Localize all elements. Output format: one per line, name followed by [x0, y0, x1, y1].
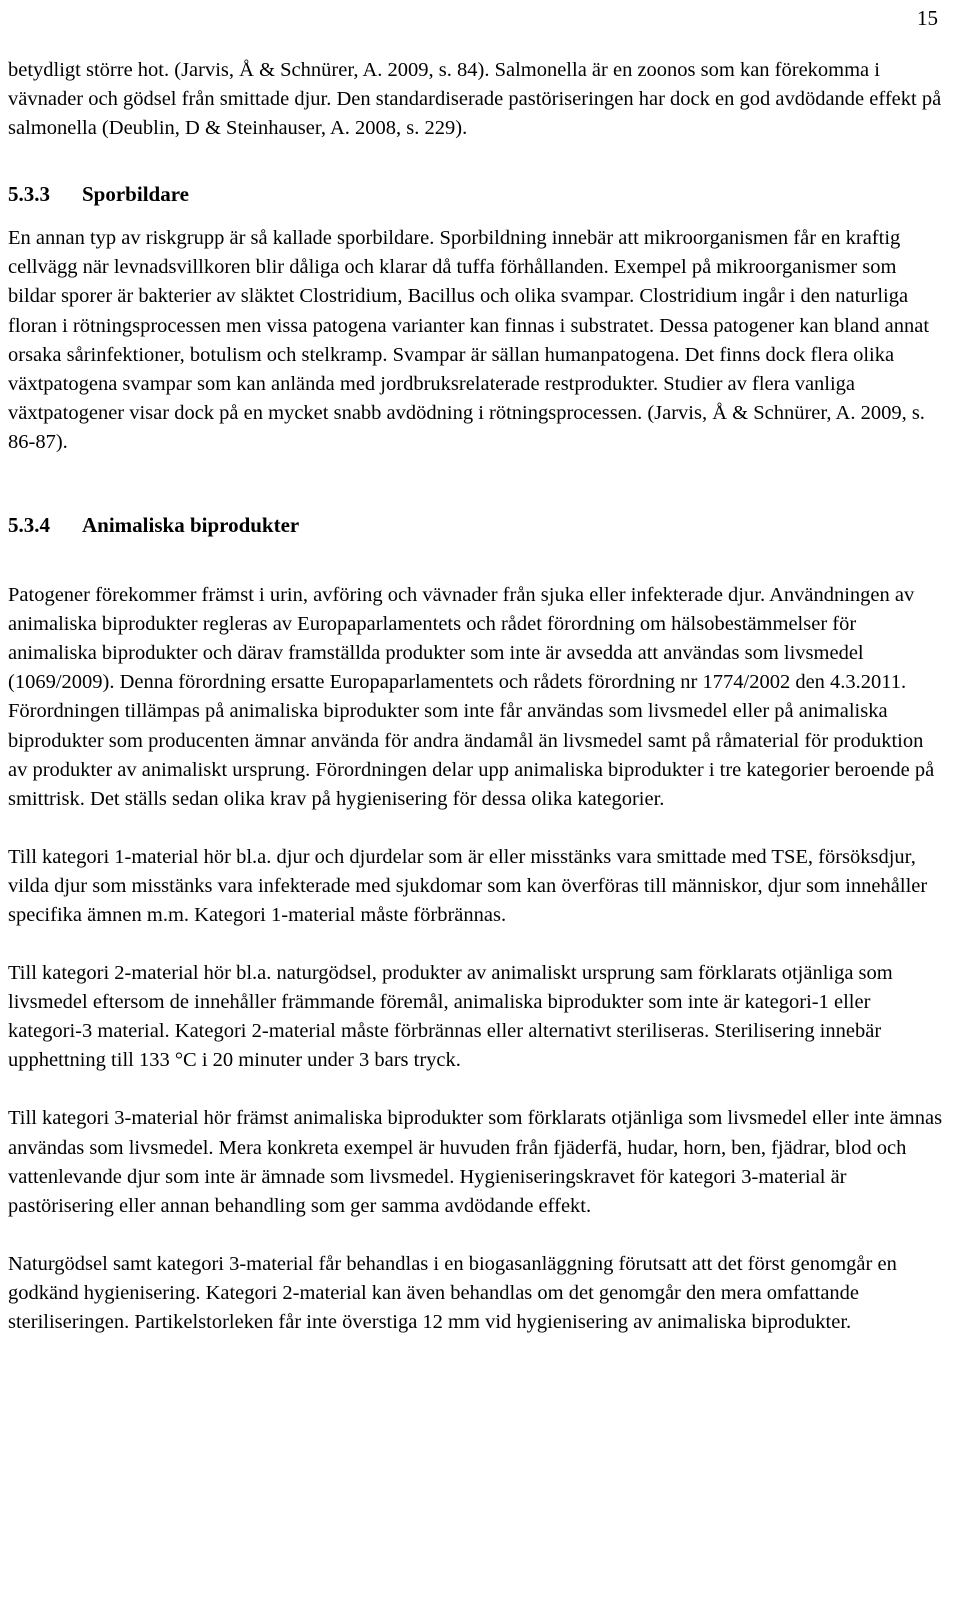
section-title: Sporbildare: [82, 182, 189, 207]
section-number: 5.3.4: [8, 513, 50, 538]
page-number: 15: [917, 6, 938, 30]
section-title: Animaliska biprodukter: [82, 513, 300, 538]
document-body: [8, 56, 946, 1337]
section-number: 5.3.3: [8, 182, 50, 207]
paragraph-intro: betydligt större hot. (Jarvis, Å & Schnürer, A. 2009, s. 84). Salmonella är en zoonos som kan förekomma i vävnader och gödsel från smittade djur. Den standardiserade pastöriseringen har dock en god avdödande effekt på salmonella (Deublin, D & Steinhauser, A. 2008, s. 229).: [8, 59, 942, 140]
section-heading-animaliska: [8, 511, 946, 540]
section-heading-sporbildare: [8, 180, 946, 209]
paragraph-kategori-3: Till kategori 3-material hör främst animaliska biprodukter som förklarats otjänliga som livsmedel eller inte ämnas användas som livsmedel. Mera konkreta exempel är huvuden från fjäderfä, hudar, horn, ben, fjädrar, blod och vattenlevande djur som inte är ämnade som livsmedel. Hygieniseringskravet för kategori 3-material är pastörisering eller annan behandling som ger samma avdödande effekt.: [8, 1107, 943, 1217]
paragraph-animaliska: Patogener förekommer främst i urin, avföring och vävnader från sjuka eller infekterade djur. Användningen av animaliska biprodukter regleras av Europaparlamentets och rådet förordning om hälsobestämmelser för animaliska biprodukter och därav framställda produkter som inte är avsedda att användas som livsmedel (1069/2009). Denna förordning ersatte Europaparlamentets och rådets förordning nr 1774/2002 den 4.3.2011. Förordningen tillämpas på animaliska biprodukter som inte får användas som livsmedel eller på animaliska biprodukter som producenten ämnar använda för andra ändamål än livsmedel samt på råmaterial för produktion av produkter av animaliskt ursprung. Förordningen delar upp animaliska biprodukter i tre kategorier beroende på smittrisk. Det ställs sedan olika krav på hygienisering för dessa olika kategorier.: [8, 584, 935, 810]
paragraph-kategori-1: Till kategori 1-material hör bl.a. djur och djurdelar som är eller misstänks vara smittade med TSE, försöksdjur, vilda djur som misstänks vara infekterade med sjukdomar som kan överföras till människor, djur som innehåller specifika ämnen m.m. Kategori 1-material måste förbrännas.: [8, 845, 928, 926]
paragraph-naturgodsel: Naturgödsel samt kategori 3-material får behandlas i en biogasanläggning förutsatt att det först genomgår en godkänd hygienisering. Kategori 2-material kan även behandlas om det genomgår den mera omfattande steriliseringen. Partikelstorleken får inte överstiga 12 mm vid hygienisering av animaliska biprodukter.: [8, 1252, 897, 1333]
paragraph-sporbildare: En annan typ av riskgrupp är så kallade sporbildare. Sporbildning innebär att mikroorganismen får en kraftig cellvägg när levnadsvillkoren blir dåliga och klarar då tuffa förhållanden. Exempel på mikroorganismer som bildar sporer är bakterier av släktet Clostridium, Bacillus och olika svampar. Clostridium ingår i den naturliga floran i rötningsprocessen men vissa patogena varianter kan finnas i substratet. Dessa patogener kan bland annat orsaka sårinfektioner, botulism och stelkramp. Svampar är sällan humanpatogena. Det finns dock flera olika växtpatogena svampar som kan anlända med jordbruksrelaterade restprodukter. Studier av flera vanliga växtpatogener visar dock på en mycket snabb avdödning i rötningsprocessen. (Jarvis, Å & Schnürer, A. 2009, s. 86‐87).: [8, 227, 930, 453]
paragraph-kategori-2: Till kategori 2-material hör bl.a. naturgödsel, produkter av animaliskt ursprung sam förklarats otjänliga som livsmedel eftersom de innehåller främmande föremål, animaliska biprodukter som inte är kategori-1 eller kategori-3 material. Kategori 2-material måste förbrännas eller alternativt steriliseras. Sterilisering innebär upphettning till 133 °C i 20 minuter under 3 bars tryck.: [8, 962, 893, 1072]
